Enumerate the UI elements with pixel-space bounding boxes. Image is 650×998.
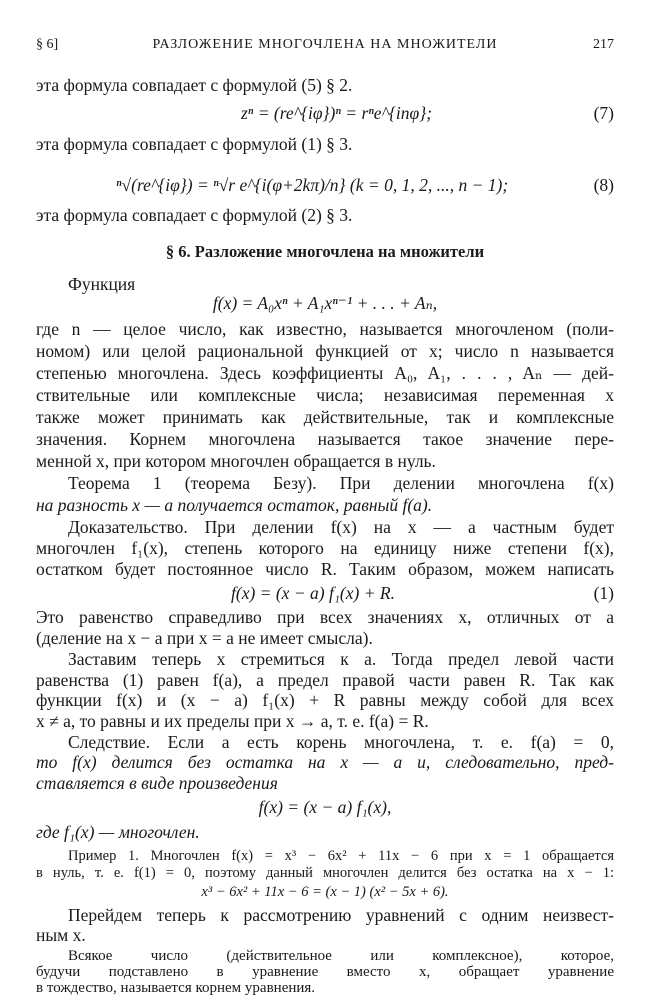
corollary-line: где f₁(x) — многочлен. <box>36 821 200 842</box>
text-line: Это равенство справедливо при всех значениях x, отличных от a <box>36 607 614 628</box>
text-line: эта формула совпадает с формулой (5) § 2. <box>36 75 353 95</box>
text-line: значения. Корнем многочлена называется такое значение пере- <box>36 429 614 449</box>
text-line: Функция <box>68 274 136 294</box>
equation-8-number: (8) <box>593 175 614 195</box>
corollary-line: Следствие. Если a есть корень многочлена, т. е. f(a) = 0, <box>68 731 614 752</box>
equation-8-body: ⁿ√(re^{iφ}) = ⁿ√r e^{i(φ+2kπ)/n} (k = 0, 1, 2, ..., n − 1); <box>116 175 509 195</box>
header-section: § 6] <box>36 37 59 52</box>
theorem-line: Теорема 1 (теорема Безу). При делении многочлена f(x) <box>68 473 614 493</box>
book-page <box>36 0 614 998</box>
theorem-line: на разность x — a получается остаток, равный f(a). <box>36 495 433 515</box>
polynomial-equation: f(x) = A₀xⁿ + A₁xⁿ⁻¹ + . . . + Aₙ, <box>212 293 438 313</box>
text-line: Перейдем теперь к рассмотрению уравнений с одним неизвест- <box>68 904 614 925</box>
text-line: ствительные или комплексные числа; независимая переменная x <box>36 385 614 405</box>
equation-7-body: zⁿ = (re^{iφ})ⁿ = rⁿe^{inφ}; <box>241 103 433 123</box>
text-line: будучи подставлено в уравнение вместо x, обращает уравнение <box>36 964 614 980</box>
text-line: номом) или целой рациональной функцией от x; число n называется <box>36 341 614 361</box>
text-line: Заставим теперь x стремиться к a. Тогда предел левой части <box>68 648 614 669</box>
corollary-line: ставляется в виде произведения <box>36 772 278 793</box>
text-line: x ≠ a, то равны и их пределы при x → a, т. е. f(a) = R. <box>36 710 429 731</box>
running-header <box>36 37 614 57</box>
text-line: эта формула совпадает с формулой (2) § 3. <box>36 205 353 225</box>
text-line: в тождество, называется корнем уравнения. <box>36 980 316 996</box>
equation-7-number: (7) <box>593 103 614 123</box>
text-line: где n — целое число, как известно, называется многочленом (поли- <box>36 319 614 339</box>
proof-line: многочлен f₁(x), степень которого на единицу ниже степени f(x), <box>36 537 614 558</box>
text-line: (деление на x − a при x = a не имеет смысла). <box>36 628 373 649</box>
proof-line: Доказательство. При делении f(x) на x — a частным будет <box>68 517 614 537</box>
example-line: Пример 1. Многочлен f(x) = x³ − 6x² + 11x − 6 при x = 1 обращается <box>68 848 614 865</box>
example-line: в нуль, т. е. f(1) = 0, поэтому данный многочлен делится без остатка на x − 1: <box>36 865 614 882</box>
text-line: Всякое число (действительное или комплексное), которое, <box>68 948 614 964</box>
equation-1-body: f(x) = (x − a) f₁(x) + R. <box>231 583 395 604</box>
page-number: 217 <box>593 37 614 52</box>
text-line: функции f(x) и (x − a) f₁(x) + R равны между собой для всех <box>36 690 614 711</box>
text-line: степенью многочлена. Здесь коэффициенты A₀, A₁, . . . , Aₙ — дей- <box>36 363 614 383</box>
corollary-line: то f(x) делится без остатка на x — a и, следовательно, пред- <box>36 752 614 773</box>
text-line: менной x, при котором многочлен обращается в нуль. <box>36 451 436 471</box>
text-line: также может принимать как действительные, так и комплексные <box>36 407 614 427</box>
equation-1-number: (1) <box>593 583 614 604</box>
proof-line: остатком будет постоянное число R. Таким образом, можем написать <box>36 558 614 579</box>
text-line: эта формула совпадает с формулой (1) § 3. <box>36 134 353 154</box>
section-title: § 6. Разложение многочлена на множители <box>165 242 485 261</box>
example-equation: x³ − 6x² + 11x − 6 = (x − 1) (x² − 5x + 6). <box>201 883 449 900</box>
corollary-equation: f(x) = (x − a) f₁(x), <box>258 797 392 818</box>
text-line: ным x. <box>36 925 86 946</box>
header-title: РАЗЛОЖЕНИЕ МНОГОЧЛЕНА НА МНОЖИТЕЛИ <box>152 37 498 52</box>
text-line: равенства (1) равен f(a), а предел правой части равен R. Так как <box>36 669 614 690</box>
